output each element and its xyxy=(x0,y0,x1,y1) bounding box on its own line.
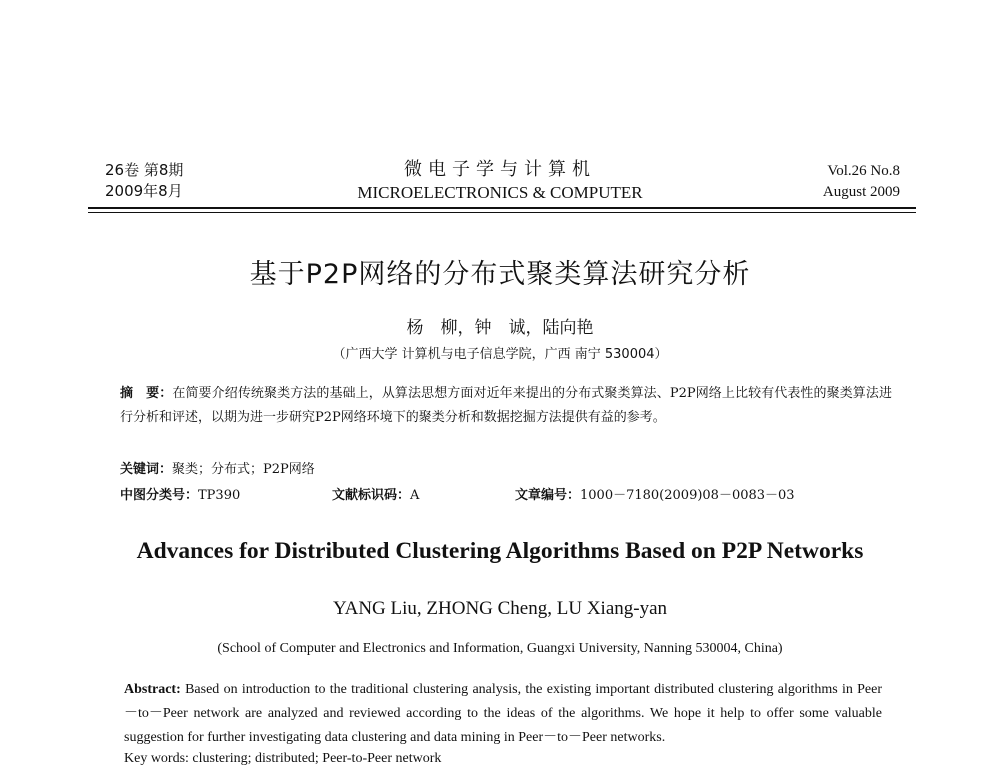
publication-date-cn: 2009年8月 xyxy=(105,182,183,200)
authors-en: YANG Liu, ZHONG Cheng, LU Xiang-yan xyxy=(332,598,668,619)
paper-title-cn: 基于P2P网络的分布式聚类算法研究分析 xyxy=(249,259,751,290)
keywords-cn xyxy=(120,458,315,477)
abstract-cn xyxy=(120,382,892,430)
clc-label: 中图分类号： xyxy=(120,488,199,503)
document-code xyxy=(332,484,419,503)
article-no-value: 1000－7180(2009)08－0083－03 xyxy=(580,488,795,503)
affiliation-cn: （广西大学 计算机与电子信息学院，广西 南宁 530004） xyxy=(332,347,668,362)
running-header-right xyxy=(823,161,900,203)
article-no-label: 文章编号： xyxy=(515,488,581,503)
article-number xyxy=(515,484,795,503)
journal-name-en: MICROELECTRONICS & COMPUTER xyxy=(357,183,643,202)
affiliation-en: (School of Computer and Electronics and Information, Guangxi University, Nanning 530004, China) xyxy=(217,641,783,656)
clc-value: TP390 xyxy=(198,488,241,503)
volume-issue: 26卷 第8期 xyxy=(105,161,184,179)
running-header-center xyxy=(300,158,700,204)
running-header-left xyxy=(105,160,183,202)
doc-code-label: 文献标识码： xyxy=(332,488,411,503)
clc-code xyxy=(120,484,240,503)
keywords-en-partial: Key words: clustering; distributed; Peer-to-Peer network xyxy=(124,751,442,766)
abstract-en xyxy=(124,678,882,750)
authors-cn: 杨 柳，钟 诚，陆向艳 xyxy=(406,318,594,338)
abstract-en-text: Based on introduction to the traditional clustering analysis, the existing important distributed clustering algorithms in Peer－to－Peer network are analyzed and reviewed according to the ideas of the algorithms. We hope it help to offer some valuable suggestion for further investigating data clustering and data mining in Peer－to－Peer networks. xyxy=(124,682,882,745)
header-rule-thick xyxy=(88,207,916,209)
keywords-cn-label: 关键词： xyxy=(120,462,173,477)
abstract-cn-text: 在简要介绍传统聚类方法的基础上，从算法思想方面对近年来提出的分布式聚类算法、P2P网络上比较有代表性的聚类算法进行分析和评述，以期为进一步研究P2P网络环境下的聚类分析和数据挖掘方法提供有益的参考。 xyxy=(120,386,892,425)
abstract-en-label: Abstract: xyxy=(124,682,181,697)
journal-name-cn: 微电子学与计算机 xyxy=(404,159,596,180)
abstract-cn-label: 摘 要： xyxy=(120,386,173,401)
volume-number-en: Vol.26 No.8 xyxy=(827,163,900,179)
doc-code-value: A xyxy=(410,488,420,503)
keywords-cn-text: 聚类；分布式；P2P网络 xyxy=(172,462,315,477)
header-rule-thin xyxy=(88,212,916,213)
publication-date-en: August 2009 xyxy=(822,184,900,200)
paper-title-en: Advances for Distributed Clustering Algorithms Based on P2P Networks xyxy=(136,538,864,564)
